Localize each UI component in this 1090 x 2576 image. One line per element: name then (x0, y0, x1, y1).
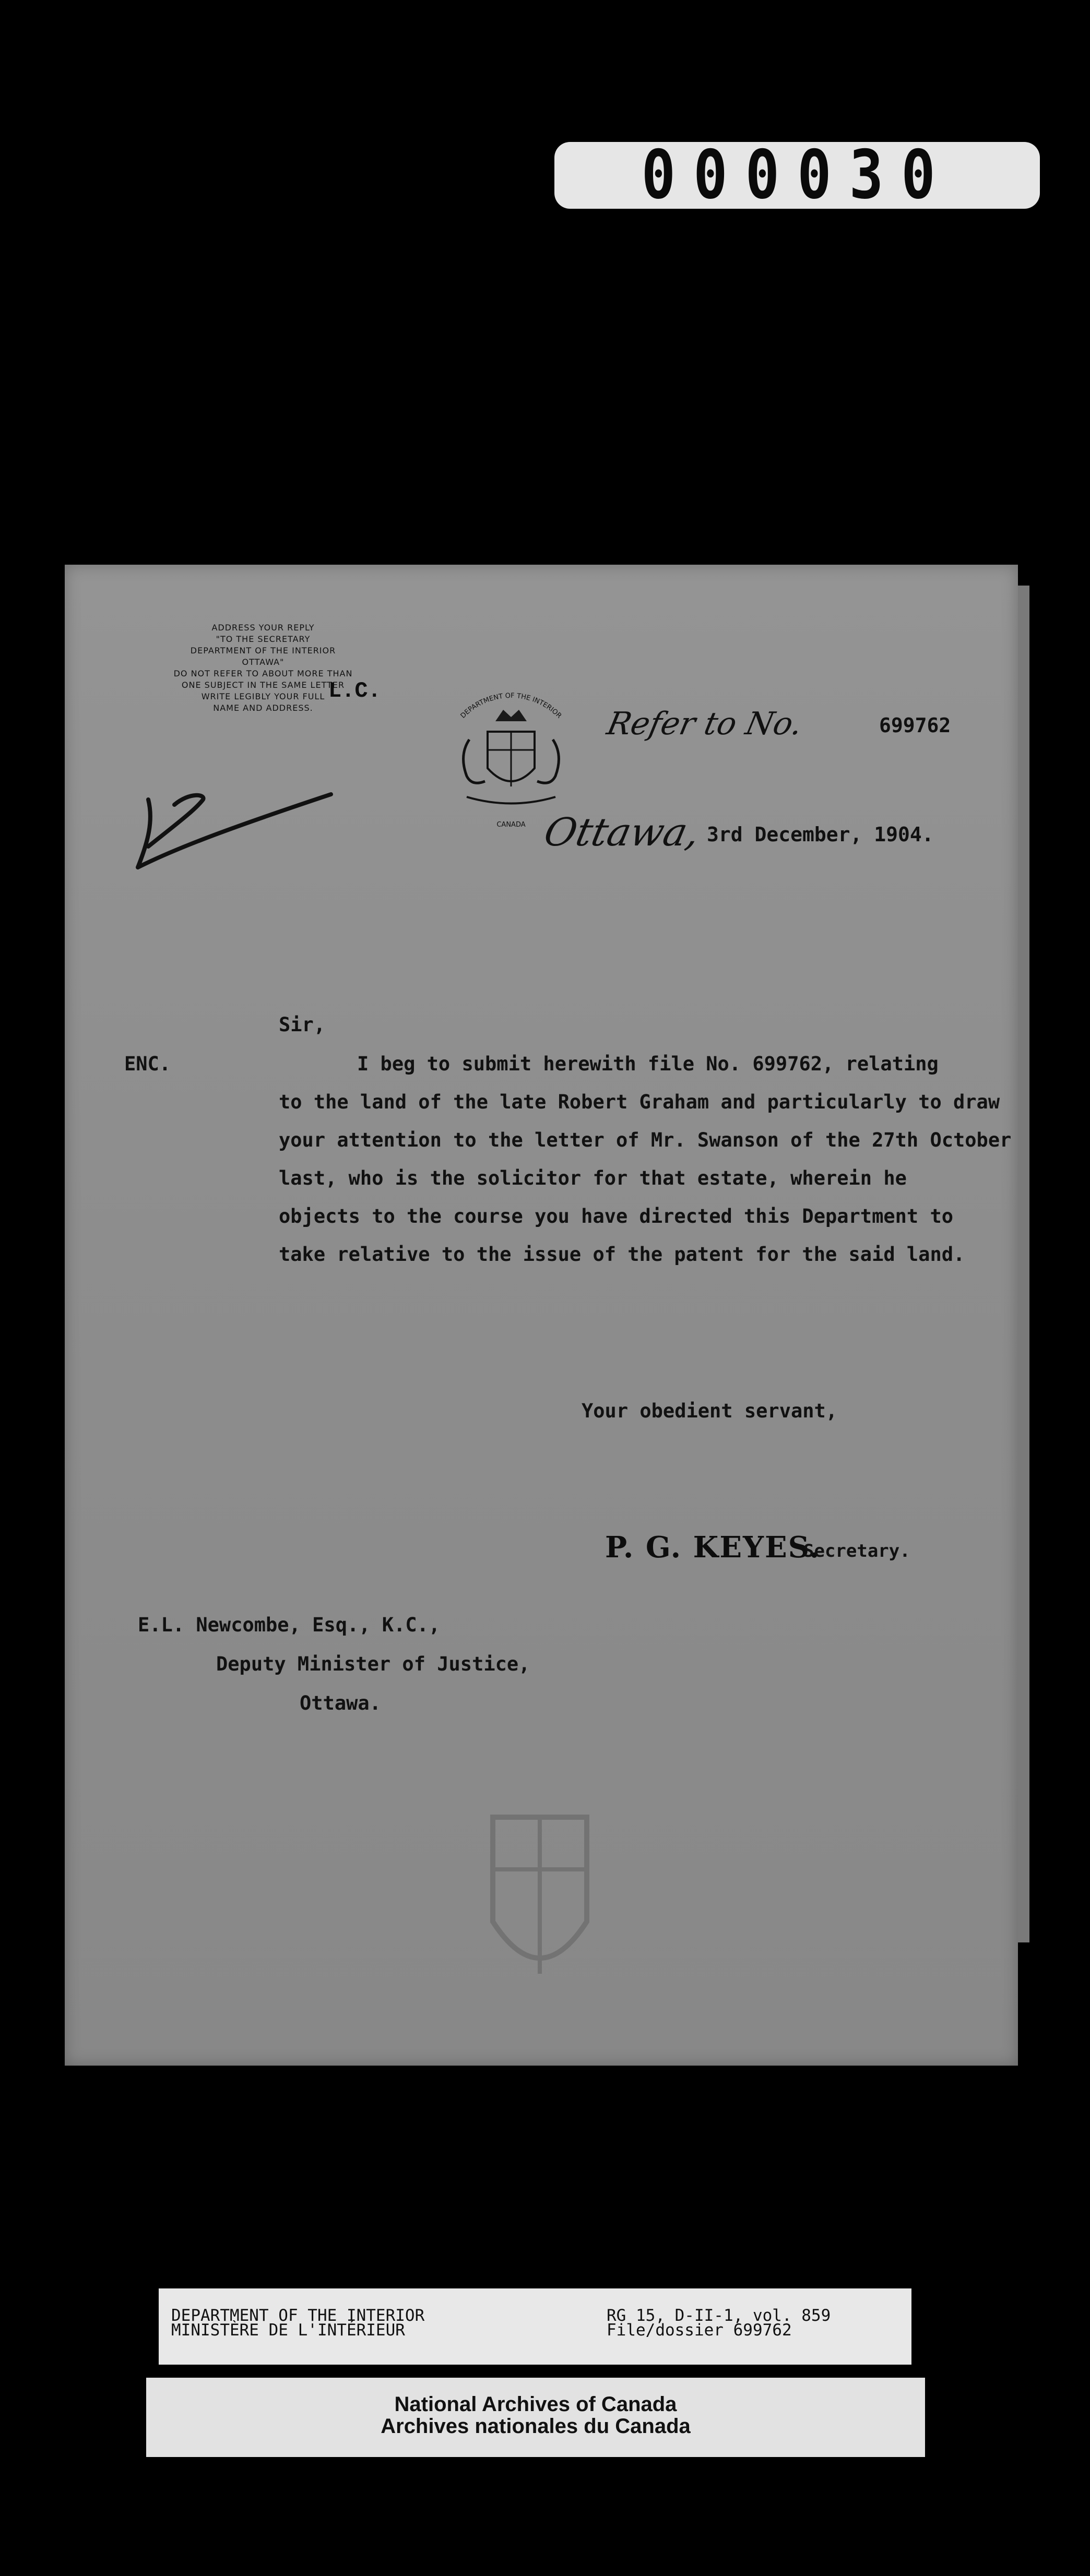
reply-instruction-line: "TO THE SECRETARY (216, 634, 311, 644)
letter-date: 3rd December, 1904. (707, 823, 934, 846)
reply-instruction-line: ONE SUBJECT IN THE SAME LETTER (181, 680, 345, 690)
refer-number: 699762 (879, 714, 951, 737)
sheet-edge (1018, 586, 1029, 1942)
archives-name-label (146, 2378, 925, 2457)
check-mark-icon (117, 763, 336, 878)
reference-label (607, 2308, 831, 2338)
watermark-crest-icon (472, 1786, 608, 2005)
frame-number-label (554, 136, 1040, 214)
body-line: to the land of the late Robert Graham and particularly to draw (279, 1091, 1000, 1113)
body-line: last, who is the solicitor for that estate, wherein he (279, 1167, 907, 1189)
department-label (171, 2308, 424, 2338)
body-line: take relative to the issue of the patent for the said land. (279, 1243, 965, 1266)
place-label: Ottawa, (540, 810, 704, 855)
reply-instruction-line: OTTAWA" (242, 657, 285, 667)
signature-title: Secretary. (803, 1541, 910, 1561)
addressee-line: E.L. Newcombe, Esq., K.C., (138, 1614, 441, 1636)
body-line: objects to the course you have directed this Department to (279, 1205, 954, 1227)
reply-instruction-line: WRITE LEGIBLY YOUR FULL (201, 691, 325, 701)
addressee-line: Deputy Minister of Justice, (216, 1653, 530, 1675)
archives-name-en: National Archives of Canada (394, 2393, 677, 2416)
addressee-line: Ottawa. (300, 1692, 381, 1714)
record-group: RG 15, D-II-1, vol. 859 (607, 2306, 831, 2325)
crest-bottom-text: CANADA (496, 821, 526, 829)
signature-stamp: P. G. KEYES. (605, 1530, 821, 1565)
closing: Your obedient servant, (582, 1400, 838, 1422)
refer-to-label: Refer to No. (603, 706, 806, 742)
frame-number-text: 000030 (641, 136, 953, 214)
letter-sheet (65, 565, 1018, 2066)
crest-top-text: DEPARTMENT OF THE INTERIOR (459, 691, 563, 720)
body-line: your attention to the letter of Mr. Swanson of the 27th October (279, 1129, 1012, 1151)
enclosure-note: ENC. (124, 1053, 171, 1075)
archives-name-fr: Archives nationales du Canada (381, 2415, 691, 2438)
crown-icon (495, 710, 527, 721)
department-fr: MINISTÈRE DE L'INTÉRIEUR (171, 2321, 405, 2340)
file-number: File/dossier 699762 (607, 2321, 792, 2340)
body-line: I beg to submit herewith file No. 699762, relating (357, 1053, 939, 1075)
department-en: DEPARTMENT OF THE INTERIOR (171, 2306, 425, 2325)
salutation: Sir, (279, 1013, 326, 1036)
reply-instruction-line: DEPARTMENT OF THE INTERIOR (190, 646, 336, 655)
reply-instruction-line: ADDRESS YOUR REPLY (211, 623, 315, 633)
handwritten-initials: L.C. (328, 678, 381, 703)
reply-instruction-line: DO NOT REFER TO ABOUT MORE THAN (173, 669, 353, 678)
archive-reference-label (159, 2288, 911, 2365)
reply-instruction-line: NAME AND ADDRESS. (213, 703, 313, 713)
